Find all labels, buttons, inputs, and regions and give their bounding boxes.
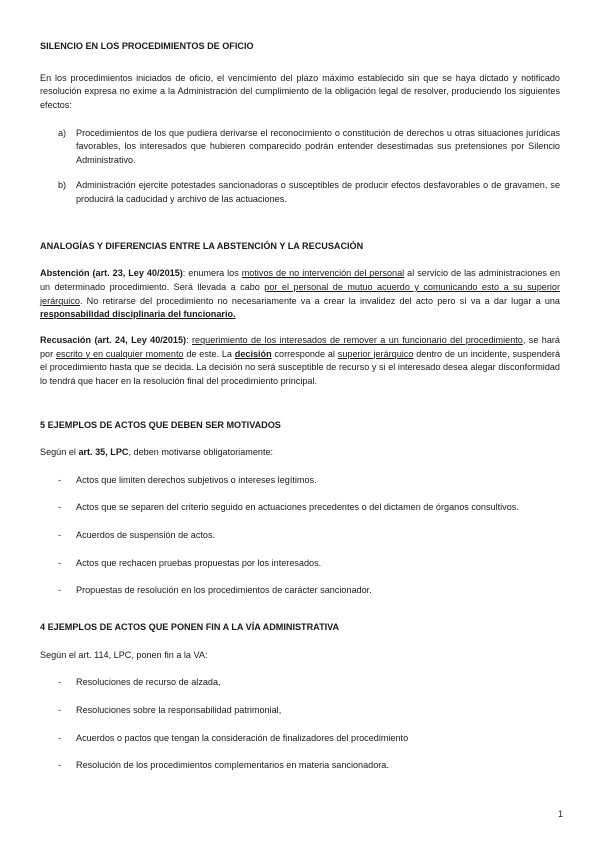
paragraph-abstencion: Abstención (art. 23, Ley 40/2015): enumera los motivos de no intervención del personal al servicio de las administraciones en un determinado procedimiento. Será llevada a cabo por el personal de mutuo acuerdo y comunicando esto a su superior jerárquico. No retirarse del procedimiento no necesariamente va a crear la invalidez del acto pero sí va a dar lugar a una responsabilidad disciplinaria del funcionario.	[40, 268, 561, 320]
section-heading-analogias: ANALOGÍAS Y DIFERENCIAS ENTRE LA ABSTENCIÓN Y LA RECUSACIÓN	[40, 240, 364, 251]
section-heading-silencio: SILENCIO EN LOS PROCEDIMIENTOS DE OFICIO	[40, 41, 254, 51]
paragraph-recusacion: Recusación (art. 24, Ley 40/2015): requerimiento de los interesados de remover a un funcionario del procedimiento, se hará por escrito y en cualquier momento de este. La decisión corresponde al superior jerárquico dentro de un incidente, suspenderá el procedimiento hasta que se decida. La decisión no será susceptible de recurso y si el interesado desea alegar disconformidad lo tendrá que hacer en la resolución final del procedimiento principal.	[40, 334, 560, 386]
list-item	[40, 127, 560, 168]
section-heading-motivados: 5 EJEMPLOS DE ACTOS QUE DEBEN SER MOTIVADOS	[40, 419, 281, 430]
list-item-text: Actos que rechacen pruebas propuestas por los interesados.	[76, 557, 322, 568]
list-marker: -	[58, 677, 62, 688]
list-marker: b)	[58, 180, 67, 191]
list-item	[40, 676, 560, 690]
list-item-text: Propuestas de resolución en los procedimientos de carácter sancionador.	[76, 585, 372, 596]
section-heading-fin-via: 4 EJEMPLOS DE ACTOS QUE PONEN FIN A LA VÍA ADMINISTRATIVA	[40, 622, 340, 633]
article-reference: art. 35, LPC	[78, 447, 129, 458]
underlined-text: decisión	[234, 348, 272, 359]
list-marker: -	[58, 557, 62, 568]
list-item	[40, 584, 560, 598]
list-item	[40, 179, 560, 206]
paragraph-motivados-intro: Según el art. 35, LPC, deben motivarse obligatoriamente:	[40, 447, 274, 458]
page-number: 1	[558, 809, 564, 819]
term-abstencion: Abstención (art. 23, Ley 40/2015)	[40, 268, 183, 279]
list-marker: -	[58, 474, 62, 485]
list-item	[40, 529, 560, 543]
list-marker: -	[58, 732, 62, 743]
list-item	[40, 759, 560, 773]
paragraph-fin-via-intro: Según el art. 114, LPC, ponen fin a la VA:	[40, 649, 208, 660]
list-item	[40, 732, 560, 746]
list-item-text: Actos que limiten derechos subjetivos o intereses legítimos.	[76, 474, 317, 485]
list-item-text: Procedimientos de los que pudiera derivarse el reconocimiento o constitución de derechos u otras situaciones jurídicas favorables, los interesados que hubieren comparecido podrán entender desestimadas sus pretensiones por Silencio Administrativo.	[76, 127, 560, 165]
list-marker: -	[58, 704, 62, 715]
list-item	[40, 501, 560, 515]
underlined-text: superior jerárquico	[337, 348, 414, 359]
list-marker: -	[58, 502, 62, 513]
list-marker: -	[58, 530, 62, 541]
term-recusacion: Recusación (art. 24, Ley 40/2015)	[40, 334, 187, 345]
list-item-text: Administración ejercite potestades sancionadoras o susceptibles de producir efectos desfavorables o de gravamen, se producirá la caducidad y archivo de las actuaciones.	[76, 180, 560, 205]
list-item	[40, 474, 560, 488]
underlined-text: escrito y en cualquier momento	[55, 348, 184, 359]
list-item-text: Acuerdos o pactos que tengan la consideración de finalizadores del procedimiento	[76, 732, 409, 743]
list-item-text: Resoluciones de recurso de alzada,	[76, 677, 221, 688]
list-item	[40, 704, 560, 718]
list-item-text: Acuerdos de suspensión de actos.	[76, 530, 216, 541]
document-page	[40, 40, 560, 773]
list-item-text: Actos que se separen del criterio seguido en actuaciones precedentes o del dictamen de órganos consultivos.	[76, 502, 519, 513]
underlined-text: requerimiento de los interesados de remover a un funcionario del procedimiento	[192, 334, 523, 345]
list-item	[40, 557, 560, 571]
underlined-text: responsabilidad disciplinaria del funcionario.	[40, 309, 236, 320]
paragraph-silencio-intro: En los procedimientos iniciados de oficio, el vencimiento del plazo máximo establecido sin que se haya dictado y notificado resolución expresa no exime a la Administración del cumplimiento de la obligación legal de resolver, produciendo los siguientes efectos:	[40, 72, 560, 110]
underlined-text: por el personal de mutuo acuerdo y comunicando esto a su superior jerárquico	[40, 282, 560, 306]
list-marker: -	[58, 760, 62, 771]
list-marker: -	[58, 585, 62, 596]
list-item-text: Resoluciones sobre la responsabilidad patrimonial,	[76, 704, 282, 715]
list-item-text: Resolución de los procedimientos complementarios en materia sancionadora.	[76, 760, 389, 771]
underlined-text: motivos de no intervención del personal	[241, 268, 405, 279]
list-marker: a)	[58, 127, 67, 138]
